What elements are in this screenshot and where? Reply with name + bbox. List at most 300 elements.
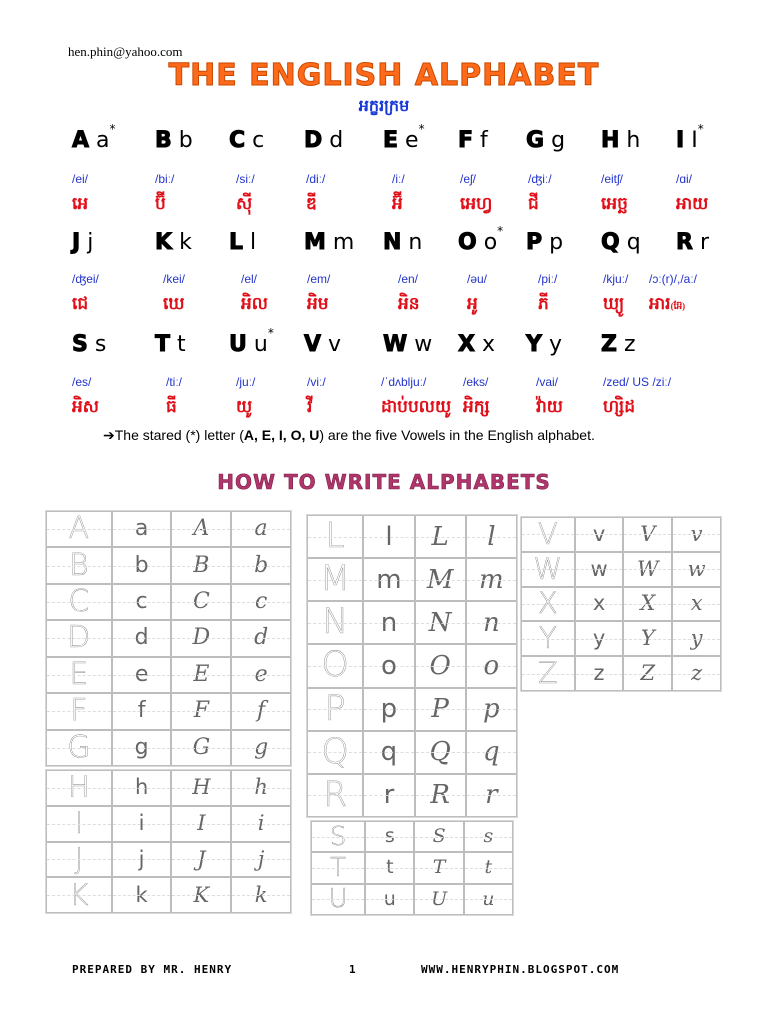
writing-cell [575, 587, 624, 622]
letter-pair [383, 230, 422, 255]
writing-cell [112, 511, 172, 547]
writing-cell [46, 693, 112, 729]
writing-cell [466, 644, 517, 687]
writing-cell [575, 552, 624, 587]
writing-cell [415, 601, 466, 644]
letter-pair [601, 332, 636, 357]
cursive-lowercase-sample: d [254, 625, 269, 651]
writing-cell [623, 517, 672, 552]
cursive-uppercase-sample: L [431, 521, 449, 552]
lowercase-letter: s [94, 332, 107, 357]
letter-pair [304, 230, 354, 255]
cursive-lowercase-sample: e [254, 661, 268, 687]
cursive-uppercase-sample: Y [640, 626, 655, 651]
cursive-lowercase-sample: x [690, 591, 703, 616]
letter-pair [155, 128, 193, 153]
writing-cell [46, 842, 112, 878]
writing-panel-v-z [520, 516, 722, 692]
writing-cell [307, 558, 363, 601]
writing-cell [365, 852, 414, 883]
cursive-lowercase-sample: i [257, 811, 265, 836]
khmer-text: អេហ្វ [460, 194, 493, 214]
block-uppercase-sample: B [69, 547, 89, 583]
writing-cell [466, 515, 517, 558]
writing-grid [521, 517, 721, 691]
khmer-pronunciation [601, 193, 628, 218]
writing-cell [464, 852, 513, 883]
writing-cell [363, 601, 414, 644]
block-lowercase-sample: v [592, 521, 606, 546]
letter-row [0, 326, 768, 358]
lowercase-letter: j [87, 230, 94, 255]
lowercase-letter: k [179, 230, 192, 255]
khmer-pronunciation [460, 193, 492, 218]
writing-cell [575, 621, 624, 656]
writing-cell [307, 774, 363, 817]
khmer-pronunciation [538, 293, 549, 318]
writing-cell [672, 552, 721, 587]
writing-cell [415, 774, 466, 817]
letter-pair [458, 224, 504, 256]
uppercase-letter: U [229, 332, 247, 358]
cursive-lowercase-sample: w [687, 556, 706, 581]
writing-cell [231, 620, 291, 656]
writing-cell [231, 693, 291, 729]
letter-pair [229, 326, 274, 358]
khmer-text: អិល [241, 294, 268, 314]
cursive-lowercase-sample: v [690, 521, 703, 546]
author-email: hen.phin@yahoo.com [68, 44, 183, 59]
letter-pair [383, 332, 432, 357]
cursive-uppercase-sample: B [193, 552, 210, 578]
khmer-text: ធី [166, 397, 177, 417]
writing-cell [672, 656, 721, 691]
writing-cell [623, 552, 672, 587]
lowercase-letter: g [551, 128, 566, 153]
lowercase-letter: a [96, 128, 110, 154]
khmer-pronunciation [163, 293, 185, 318]
writing-cell [171, 511, 231, 547]
vowel-star: * [267, 326, 274, 340]
cursive-lowercase-sample: s [483, 825, 494, 848]
writing-cell [231, 584, 291, 620]
writing-cell [466, 731, 517, 774]
uppercase-letter: C [229, 128, 246, 153]
writing-cell [171, 620, 231, 656]
block-uppercase-sample: G [67, 729, 91, 765]
lowercase-letter: f [480, 128, 488, 153]
writing-cell [415, 515, 466, 558]
uppercase-letter: E [383, 128, 399, 154]
letter-pair [458, 128, 488, 153]
writing-cell [112, 693, 172, 729]
uppercase-letter: R [676, 230, 693, 255]
khmer-pronunciation [536, 396, 563, 421]
page-number: 1 [349, 963, 356, 976]
uppercase-letter: F [458, 128, 474, 153]
cursive-uppercase-sample: H [192, 775, 211, 800]
khmer-text: អាយ [676, 194, 709, 214]
cursive-uppercase-sample: T [432, 856, 446, 879]
block-lowercase-sample: w [590, 556, 608, 581]
khmer-pronunciation [528, 193, 539, 218]
ipa-row [0, 272, 768, 292]
block-uppercase-sample: S [329, 821, 347, 852]
writing-cell [231, 842, 291, 878]
khmer-text: ជី [528, 194, 539, 214]
khmer-text: ឃេ [163, 294, 185, 314]
cursive-uppercase-sample: A [193, 516, 210, 542]
uppercase-letter: D [304, 128, 323, 153]
letter-pair [72, 230, 93, 255]
writing-cell [623, 621, 672, 656]
writing-cell [171, 693, 231, 729]
writing-cell [414, 852, 463, 883]
block-lowercase-sample: g [134, 734, 149, 760]
block-lowercase-sample: l [385, 521, 393, 552]
lowercase-letter: d [329, 128, 344, 153]
block-lowercase-sample: i [138, 811, 145, 836]
writing-cell [46, 657, 112, 693]
writing-cell [231, 730, 291, 766]
writing-panel-s-u [310, 820, 514, 916]
khmer-text: អិម [307, 294, 329, 314]
vowel-star: * [109, 122, 116, 136]
writing-panel-h-k [45, 769, 292, 914]
writing-cell [466, 774, 517, 817]
cursive-uppercase-sample: X [640, 591, 656, 616]
cursive-lowercase-sample: r [485, 780, 498, 811]
khmer-text: អេ [72, 194, 89, 214]
khmer-pronunciation [72, 193, 88, 218]
khmer-text: ប៊ី [155, 194, 166, 214]
block-uppercase-sample: O [321, 645, 349, 686]
writing-cell [46, 620, 112, 656]
letter-pair [72, 122, 116, 154]
block-uppercase-sample: E [69, 656, 89, 692]
block-lowercase-sample: s [384, 825, 395, 848]
khmer-text: វ៉ាយ [536, 397, 563, 417]
how-to-write-title: HOW TO WRITE ALPHABETS [217, 470, 551, 494]
block-uppercase-sample: X [537, 586, 558, 621]
uppercase-letter: A [72, 128, 90, 154]
khmer-pronunciation [155, 193, 166, 218]
block-lowercase-sample: d [134, 625, 149, 651]
letter-pair [601, 128, 640, 153]
writing-cell [46, 730, 112, 766]
cursive-uppercase-sample: D [192, 625, 211, 651]
khmer-pronunciation [392, 193, 403, 218]
letter-pair [229, 128, 264, 153]
block-lowercase-sample: j [138, 846, 145, 871]
ipa-pronunciation: /el/ [241, 272, 258, 286]
khmer-text: អិស [72, 397, 99, 417]
ipa-pronunciation: /viː/ [307, 375, 326, 389]
block-lowercase-sample: x [592, 591, 606, 616]
writing-cell [464, 884, 513, 915]
khmer-text: អិន [398, 294, 420, 314]
writing-cell [112, 584, 172, 620]
writing-cell [231, 511, 291, 547]
uppercase-letter: J [72, 230, 81, 255]
writing-cell [112, 547, 172, 583]
letter-pair [155, 230, 192, 255]
block-lowercase-sample: a [134, 516, 149, 542]
cursive-lowercase-sample: o [483, 650, 500, 681]
khmer-pronunciation [307, 293, 329, 318]
writing-cell [311, 852, 365, 883]
khmer-pronunciation [307, 396, 312, 421]
block-uppercase-sample: Q [321, 731, 349, 772]
khmer-text: វី [307, 397, 313, 417]
block-uppercase-sample: U [328, 884, 348, 915]
uppercase-letter: K [155, 230, 173, 255]
khmer-text: អូ [467, 294, 478, 314]
writing-cell [46, 770, 112, 806]
block-uppercase-sample: K [69, 877, 89, 912]
writing-cell [307, 644, 363, 687]
block-uppercase-sample: Z [537, 656, 558, 691]
block-lowercase-sample: y [592, 626, 606, 651]
writing-cell [575, 656, 624, 691]
block-uppercase-sample: V [537, 517, 558, 551]
ipa-pronunciation: /ˈdʌbljuː/ [381, 375, 427, 389]
cursive-lowercase-sample: m [479, 564, 504, 595]
writing-cell [521, 517, 575, 552]
letter-pair [526, 230, 563, 255]
writing-panel-l-r [306, 514, 518, 818]
uppercase-letter: T [155, 332, 171, 357]
writing-cell [365, 821, 414, 852]
khmer-row [0, 293, 768, 313]
writing-cell [575, 517, 624, 552]
block-uppercase-sample: I [74, 806, 84, 841]
ipa-pronunciation: /piː/ [538, 272, 558, 286]
writing-cell [363, 515, 414, 558]
ipa-row [0, 375, 768, 395]
khmer-text: ដាប់បលយូ [381, 397, 452, 417]
letter-pair [676, 230, 709, 255]
block-lowercase-sample: r [383, 780, 395, 811]
block-lowercase-sample: u [383, 887, 396, 910]
cursive-lowercase-sample: f [257, 698, 266, 724]
block-lowercase-sample: c [135, 589, 148, 615]
cursive-uppercase-sample: Z [640, 661, 656, 686]
uppercase-letter: W [383, 332, 408, 357]
writing-cell [672, 587, 721, 622]
letter-pair [72, 332, 106, 357]
lowercase-letter: q [626, 230, 641, 255]
writing-cell [415, 688, 466, 731]
cursive-uppercase-sample: M [426, 564, 454, 595]
writing-cell [414, 821, 463, 852]
khmer-pronunciation [603, 293, 624, 318]
khmer-text: អារ [649, 294, 671, 314]
khmer-pronunciation [463, 396, 490, 421]
lowercase-letter: b [178, 128, 193, 153]
writing-cell [112, 657, 172, 693]
uppercase-letter: N [383, 230, 402, 255]
cursive-lowercase-sample: k [254, 882, 268, 907]
block-lowercase-sample: n [380, 607, 398, 638]
cursive-uppercase-sample: V [640, 521, 656, 546]
writing-cell [521, 621, 575, 656]
lowercase-letter: l [250, 230, 257, 255]
block-lowercase-sample: t [386, 856, 394, 879]
block-lowercase-sample: q [380, 737, 398, 768]
cursive-lowercase-sample: z [691, 661, 703, 686]
writing-cell [363, 644, 414, 687]
lowercase-letter: y [548, 332, 562, 357]
block-lowercase-sample: p [380, 694, 398, 725]
uppercase-letter: P [526, 230, 543, 255]
khmer-text: ភី [538, 294, 549, 314]
writing-cell [623, 587, 672, 622]
ipa-pronunciation: /ɔː(r)/,/aː/ [649, 272, 697, 286]
khmer-pronunciation [236, 396, 252, 421]
khmer-text: ឃ្យូ [603, 294, 625, 314]
khmer-pronunciation [72, 293, 88, 318]
block-lowercase-sample: k [135, 882, 148, 907]
writing-cell [466, 601, 517, 644]
ipa-pronunciation: /eks/ [463, 375, 489, 389]
ipa-pronunciation: /eitʃ/ [601, 172, 624, 186]
writing-cell [46, 806, 112, 842]
writing-cell [171, 547, 231, 583]
khmer-row [0, 396, 768, 416]
khmer-text: អេច្ឆ [601, 194, 628, 214]
cursive-lowercase-sample: l [487, 521, 496, 552]
block-uppercase-sample: N [322, 602, 349, 643]
cursive-uppercase-sample: K [193, 882, 210, 907]
khmer-text: ជេ [72, 294, 89, 314]
writing-cell [466, 558, 517, 601]
uppercase-letter: L [229, 230, 244, 255]
lowercase-letter: w [414, 332, 433, 357]
writing-cell [112, 730, 172, 766]
letter-pair [601, 230, 641, 255]
cursive-uppercase-sample: P [431, 694, 449, 725]
writing-cell [112, 770, 172, 806]
ipa-pronunciation: /eʃ/ [460, 172, 477, 186]
letter-pair [229, 230, 256, 255]
writing-cell [307, 601, 363, 644]
writing-cell [365, 884, 414, 915]
cursive-lowercase-sample: g [254, 734, 269, 760]
writing-cell [171, 842, 231, 878]
letter-pair [526, 332, 562, 357]
khmer-pronunciation [398, 293, 420, 318]
khmer-text: ហ្សិដ [603, 397, 636, 417]
cursive-lowercase-sample: n [483, 607, 500, 638]
ipa-pronunciation: /diː/ [306, 172, 326, 186]
writing-cell [311, 884, 365, 915]
writing-grid [46, 511, 291, 766]
lowercase-letter: o [483, 230, 498, 256]
lowercase-letter: m [332, 230, 355, 255]
writing-cell [171, 770, 231, 806]
writing-cell [415, 558, 466, 601]
ipa-pronunciation: /juː/ [236, 375, 256, 389]
ipa-row [0, 172, 768, 192]
block-uppercase-sample: R [323, 774, 348, 815]
cursive-uppercase-sample: J [197, 846, 206, 871]
block-uppercase-sample: L [325, 516, 345, 557]
ipa-pronunciation: /kjuː/ [603, 272, 629, 286]
khmer-text: អ៊ី [392, 194, 403, 214]
block-uppercase-sample: J [74, 841, 84, 876]
writing-cell [521, 587, 575, 622]
writing-cell [464, 821, 513, 852]
cursive-uppercase-sample: F [193, 698, 209, 724]
writing-cell [171, 730, 231, 766]
uppercase-letter: O [458, 230, 477, 256]
ipa-pronunciation: /iː/ [392, 172, 405, 186]
khmer-text: ស៊ី [236, 194, 253, 214]
block-uppercase-sample: C [68, 584, 90, 620]
writing-cell [171, 877, 231, 913]
writing-cell [231, 806, 291, 842]
block-uppercase-sample: H [67, 770, 90, 805]
uppercase-letter: I [676, 128, 685, 154]
cursive-uppercase-sample: S [432, 825, 446, 848]
lowercase-letter: h [626, 128, 641, 153]
letter-pair [155, 332, 186, 357]
lowercase-letter: z [623, 332, 636, 357]
writing-cell [46, 547, 112, 583]
khmer-pronunciation [166, 396, 177, 421]
writing-cell [171, 806, 231, 842]
writing-cell [46, 877, 112, 913]
block-lowercase-sample: m [376, 564, 402, 595]
khmer-pronunciation [72, 396, 99, 421]
khmer-pronunciation [467, 293, 478, 318]
writing-cell [231, 657, 291, 693]
letter-pair [458, 332, 495, 357]
uppercase-letter: Y [526, 332, 542, 357]
ipa-pronunciation: /ɑi/ [676, 172, 693, 186]
writing-cell [171, 657, 231, 693]
writing-cell [307, 515, 363, 558]
cursive-lowercase-sample: p [483, 694, 500, 725]
vowel-star: * [497, 224, 504, 238]
writing-panel-a-g [45, 510, 292, 767]
block-uppercase-sample: W [533, 551, 563, 586]
arrow-icon: ➔ [103, 427, 115, 443]
writing-cell [672, 517, 721, 552]
writing-cell [231, 547, 291, 583]
khmer-pronunciation [603, 396, 635, 421]
cursive-lowercase-sample: h [254, 775, 268, 800]
block-lowercase-sample: f [137, 698, 146, 724]
khmer-pronunciation [241, 293, 268, 318]
block-uppercase-sample: A [68, 511, 90, 547]
ipa-pronunciation: /zed/ US /ziː/ [603, 375, 672, 389]
writing-cell [112, 877, 172, 913]
writing-cell [231, 770, 291, 806]
lowercase-letter: x [481, 332, 495, 357]
block-lowercase-sample: h [134, 775, 149, 800]
uppercase-letter: V [304, 332, 322, 357]
writing-cell [363, 731, 414, 774]
writing-cell [466, 688, 517, 731]
cursive-uppercase-sample: O [429, 650, 451, 681]
khmer-pronunciation [306, 193, 317, 218]
uppercase-letter: X [458, 332, 475, 357]
block-uppercase-sample: Y [538, 621, 557, 656]
writing-cell [46, 511, 112, 547]
cursive-lowercase-sample: j [257, 846, 265, 871]
